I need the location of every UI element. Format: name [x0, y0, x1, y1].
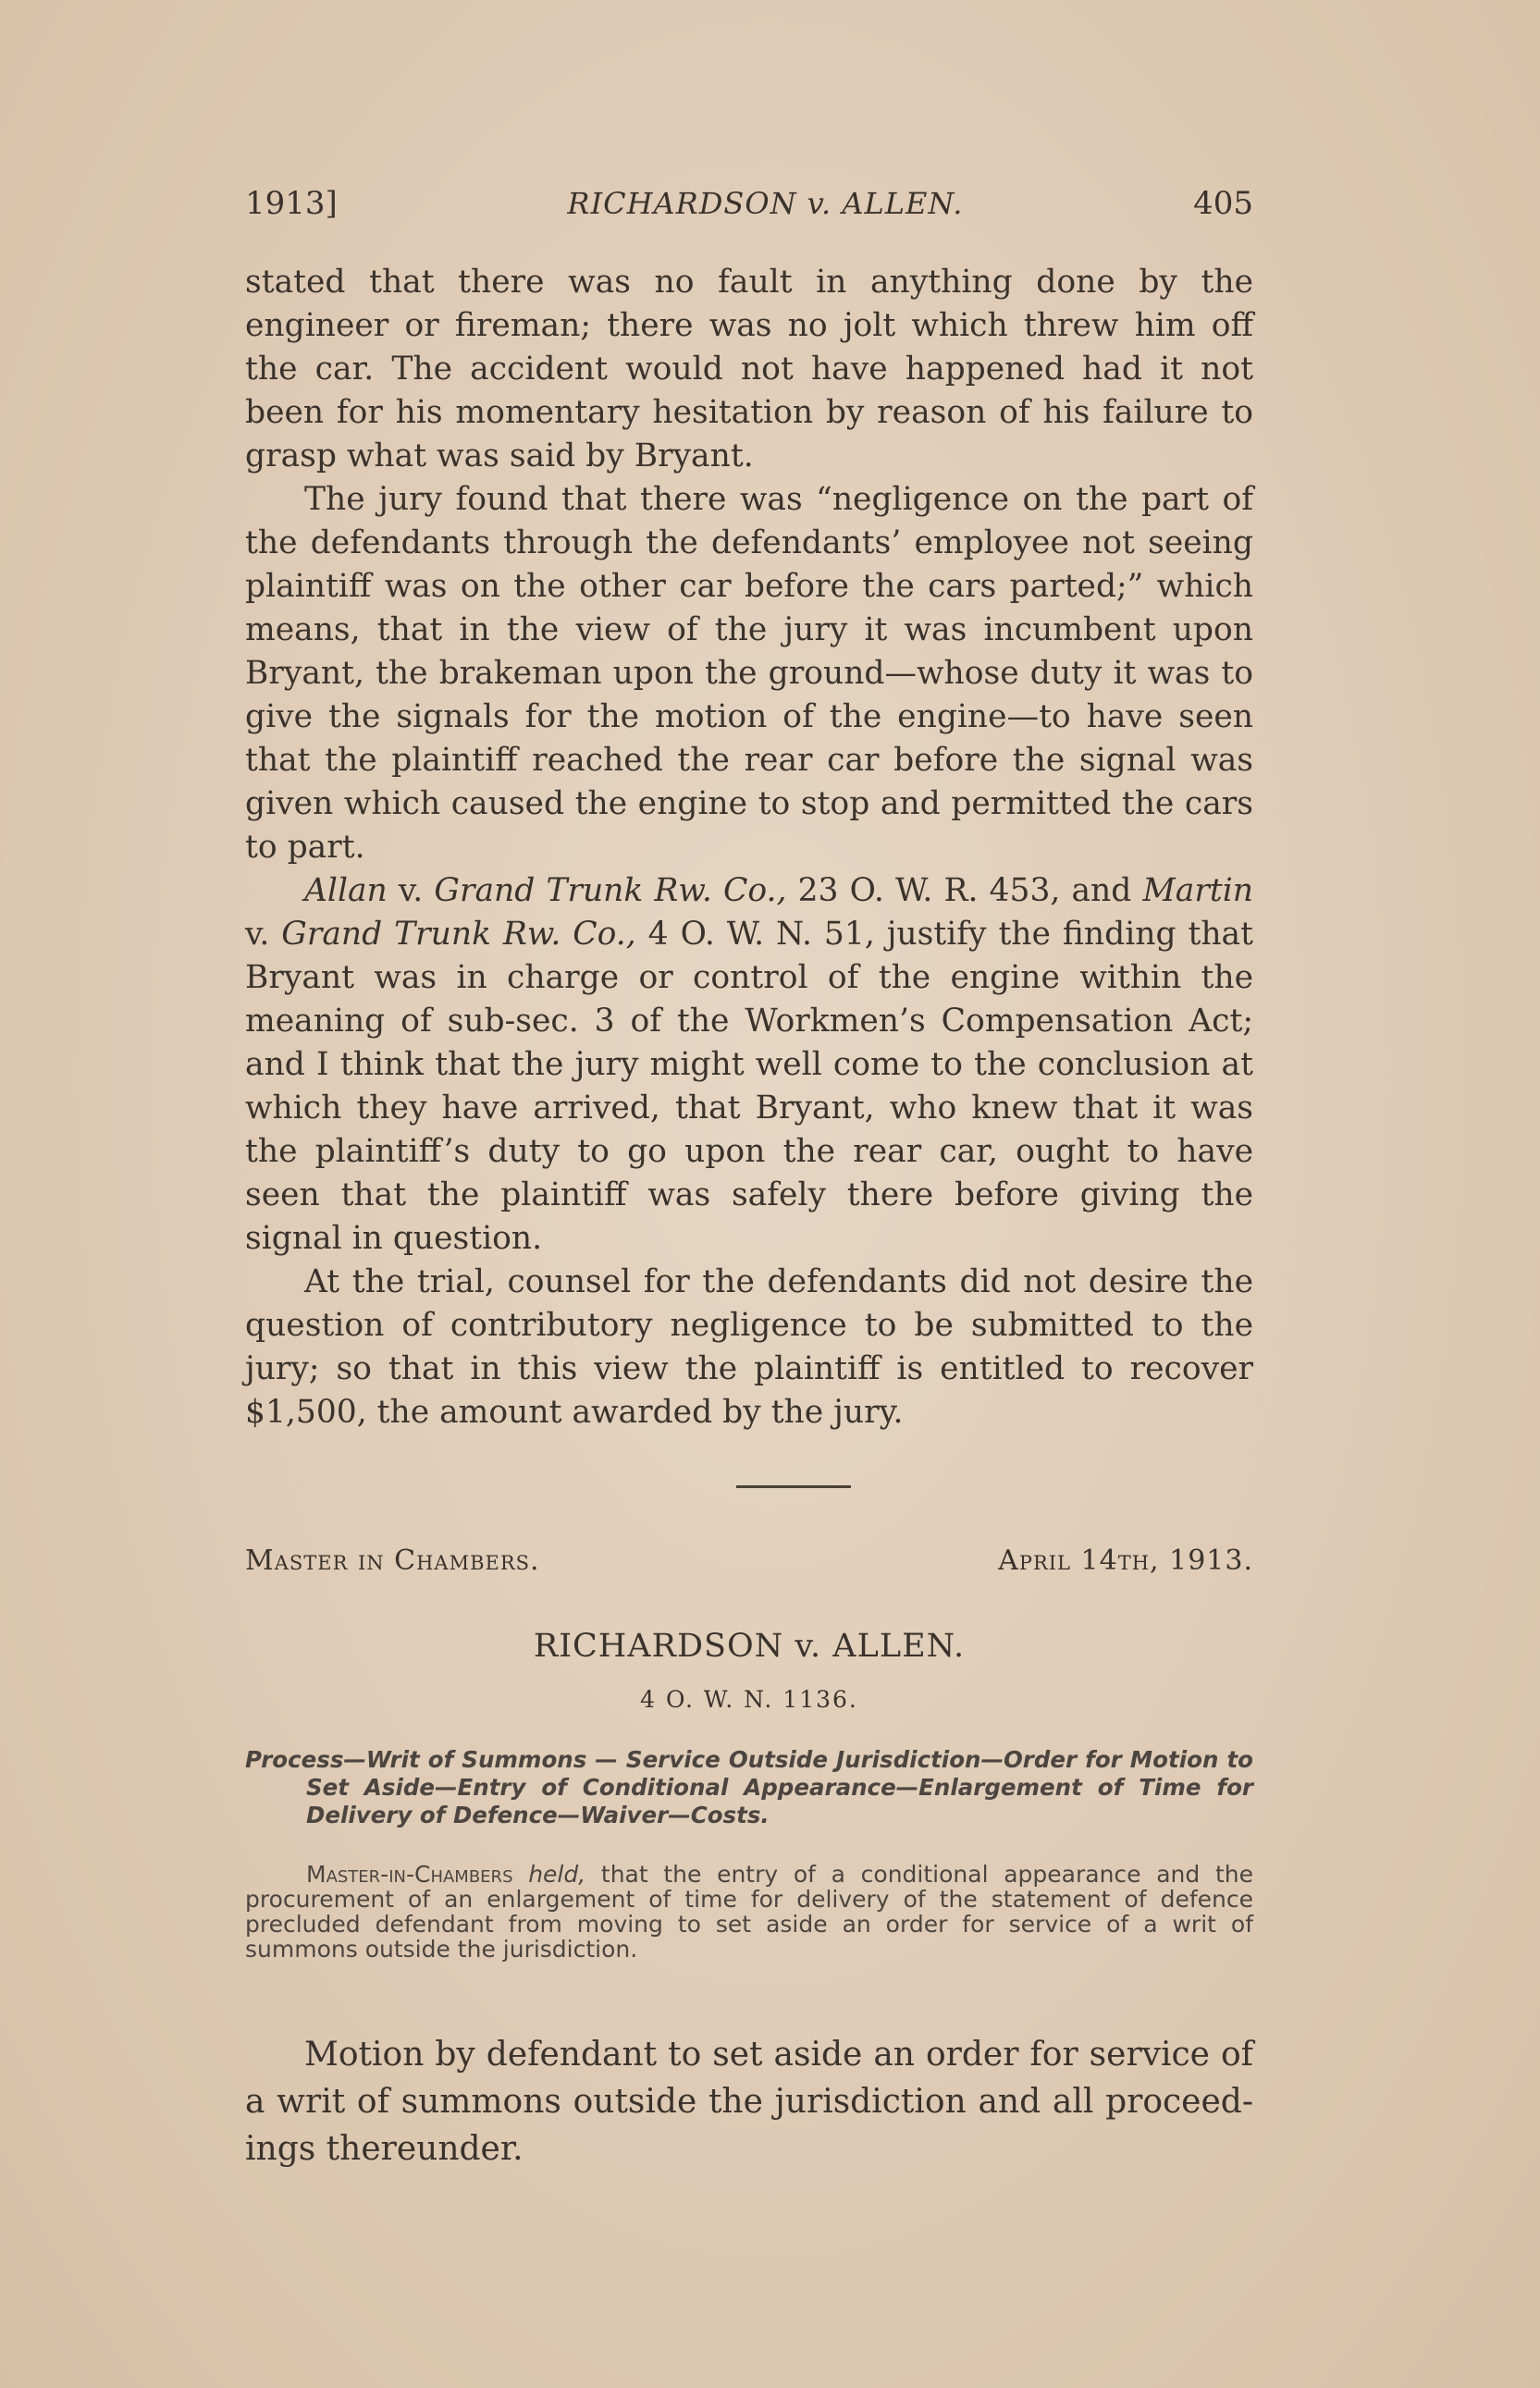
running-head-year: 1913]	[245, 185, 338, 222]
decision-date: April 14th, 1913.	[998, 1545, 1253, 1577]
holding-lead: Master-in-Chambers	[306, 1861, 513, 1888]
case-citation: 4 O. W. N. 1136.	[640, 1686, 858, 1713]
opening-text: Motion by defendant to set aside an order for service of a writ of summons outside the jurisdiction and all proceedings thereunder.	[245, 2036, 1253, 2168]
holding-text	[245, 1862, 1253, 1962]
case-1-party-2: Grand Trunk Rw. Co.,	[434, 872, 787, 909]
running-head	[245, 185, 1253, 240]
running-head-title: RICHARDSON v. ALLEN.	[567, 186, 964, 221]
case-2-party-2: Grand Trunk Rw. Co.,	[281, 916, 636, 953]
court-line	[245, 1545, 1253, 1577]
headnote-text: Process—Writ of Summons — Service Outside Jurisdiction—Order for Motion to Set Aside—Entry of Conditional Appearance—Enlargement of Time for Delivery of Defence—Waiver—Costs.	[245, 1746, 1253, 1828]
holding	[245, 1862, 1253, 1962]
paragraph-3-rest: 4 O. W. N. 51, justify the finding that Bryant was in charge or control of the engine within the meaning of sub-sec. 3 of the Workmen’s Compensation Act; and I think that the jury might well come to the conclusion at which they have arrived, that Bryant, who knew that it was the plaintiff’s duty to go upon the rear car, ought to have seen that the plaintiff was safely there before giving the signal in question.	[245, 916, 1253, 1257]
case-2-versus: v.	[245, 916, 282, 953]
case-1-citation: 23 O. W. R. 453, and	[786, 872, 1143, 909]
page-number: 405	[1193, 185, 1253, 222]
paragraph-3	[245, 869, 1253, 1261]
paragraph-4: At the trial, counsel for the defendants did not desire the question of contributory negligence to be submitted to the jury; so that in this view the plaintiff is entitled to recover $1,500, the amount awarded by the jury.	[245, 1263, 1253, 1431]
holding-body: that the entry of a conditional appearance and the procurement of an enlargement of time for delivery of the statement of defence precluded defendant from moving to set aside an order for service of a writ of summons outside the jurisdiction.	[245, 1861, 1253, 1963]
paragraph-1: stated that there was no fault in anything done by the engineer or fireman; there was no jolt which threw him off the car. The accident would not have happened had it not been for his momentary hesitation by reason of his failure to grasp what was said by Bryant.	[245, 264, 1253, 474]
judgment-text	[245, 261, 1253, 1434]
paragraph-2: The jury found that there was “negligence on the part of the defendants through the defendants’ employee not seeing plaintiff was on the other car before the cars parted;” which means, that in the view of the jury it was incumbent upon Bryant, the brakeman upon the ground—whose duty it was to give the signals for the motion of the engine—to have seen that the plaintiff reached the rear car before the signal was given which caused the engine to stop and permitted the cars to part.	[245, 481, 1253, 866]
case-title: RICHARDSON v. ALLEN.	[533, 1628, 966, 1665]
headnote	[245, 1746, 1253, 1829]
case-1-versus: v.	[387, 872, 435, 909]
section-divider	[736, 1485, 851, 1488]
case-1-party-1: Allan	[304, 872, 388, 909]
opening-statement	[245, 2031, 1253, 2173]
court-name: Master in Chambers.	[245, 1545, 540, 1577]
holding-held: held,	[528, 1861, 586, 1888]
case-2-party-1: Martin	[1142, 872, 1253, 909]
